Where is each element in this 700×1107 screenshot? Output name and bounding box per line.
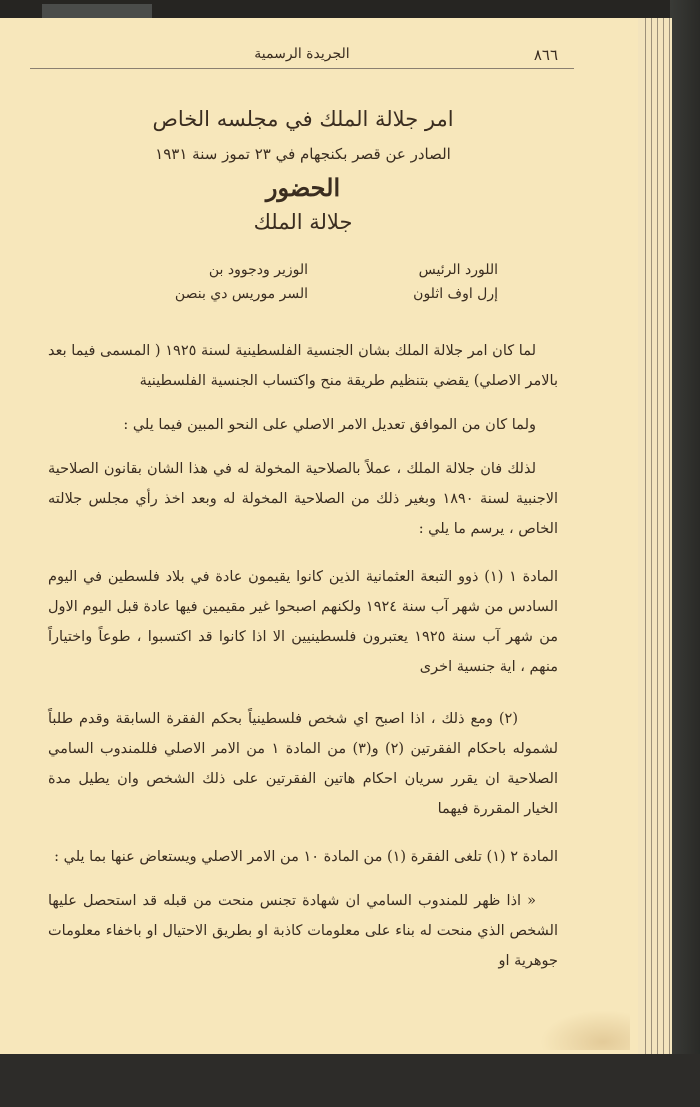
running-header — [30, 18, 574, 69]
page-content — [48, 18, 558, 976]
attendee: إرل اوف اثلون — [413, 286, 498, 302]
attendee: السر موريس دي بنصن — [174, 286, 308, 302]
enacting-paragraph: لذلك فان جلالة الملك ، عملاً بالصلاحية المخولة له في هذا الشان بقانون الصلاحية الاجنبية لسنة ١٨٩٠ وبغير ذلك من الصلاحية المخولة له وبعد اخذ رأي مجلس جلالته الخاص ، يرسم ما يلي : — [48, 461, 558, 537]
page-number: ٨٦٦ — [533, 46, 558, 64]
order-title: امر جلالة الملك في مجلسه الخاص — [152, 107, 454, 131]
attendance-heading: الحضور — [265, 173, 341, 202]
article-2-clause-1: المادة ٢ (١) تلغى الفقرة (١) من المادة ١٠ من الامر الاصلي ويستعاض عنها بما يلي : — [54, 849, 558, 865]
page-edges — [636, 18, 672, 1054]
book-cover-top — [0, 0, 700, 18]
book-cover-right — [670, 0, 700, 1107]
attendees-list — [118, 262, 498, 302]
issued-line: الصادر عن قصر بكنجهام في ٢٣ تموز سنة ١٩٣١ — [155, 145, 451, 163]
attendee: الوزير ودجوود بن — [208, 262, 308, 278]
article-1-clause-1: المادة ١ (١) ذوو التبعة العثمانية الذين كانوا يقيمون عادة في بلاد فلسطين في اليوم السادس من شهر آب سنة ١٩٢٤ ولكنهم اصبحوا غير مقيمين فيها عادة قبل اليوم الاول من شهر آب سنة ١٩٢٥ يعتبرون فلسطينيين الا اذا كانوا قد اكتسبوا ، طوعاً واختياراً منهم ، اية جنسية اخرى — [48, 569, 558, 675]
attendee: اللورد الرئيس — [418, 262, 498, 278]
journal-title: الجريدة الرسمية — [254, 46, 350, 62]
paper-stain — [540, 1010, 630, 1050]
cover-label-strip — [42, 4, 152, 18]
article-1-clause-2: (٢) ومع ذلك ، اذا اصبح اي شخص فلسطينياً بحكم الفقرة السابقة وقدم طلباً لشموله باحكام الفقرتين (٢) و(٣) من المادة ١ من الامر الاصلي فللمندوب السامي الصلاحية ان يقرر سريان احكام هاتين الفقرتين على ذلك الشخص وان يطيل مدة الخيار المقررة فيهما — [48, 711, 558, 817]
whereas-paragraph-2: ولما كان من الموافق تعديل الامر الاصلي على النحو المبين فيما يلي : — [123, 417, 536, 433]
whereas-paragraph-1: لما كان امر جلالة الملك بشان الجنسية الفلسطينية لسنة ١٩٢٥ ( المسمى فيما بعد بالامر الاصلي) يقضي بتنظيم طريقة منح واكتساب الجنسية الفلسطينية — [48, 343, 558, 389]
majesty-heading: جلالة الملك — [253, 210, 353, 234]
book-cover-bottom — [0, 1054, 700, 1107]
replacement-quote: « اذا ظهر للمندوب السامي ان شهادة تجنس منحت من قبله قد استحصل عليها الشخص الذي منحت له بناء على معلومات كاذبة او بطريق الاحتيال او باخفاء معلومات جوهرية او — [48, 893, 558, 969]
